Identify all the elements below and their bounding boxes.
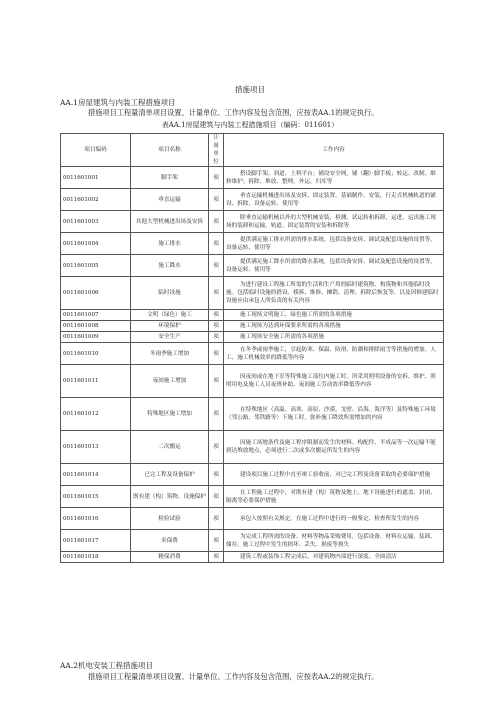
cell-code: 0011601015 — [61, 486, 131, 508]
cell-name: 临时设施 — [131, 277, 209, 310]
cell-code: 0011601016 — [61, 508, 131, 530]
cell-code: 0011601012 — [61, 398, 131, 431]
cell-unit: 项 — [209, 233, 224, 255]
table-row — [61, 486, 444, 508]
cell-name: 施工降水 — [131, 255, 209, 277]
table-row — [61, 255, 444, 277]
cell-unit: 项 — [209, 189, 224, 211]
table-row — [61, 277, 444, 310]
cell-unit: 项 — [209, 167, 224, 189]
table-row — [61, 343, 444, 365]
cell-name: 既有建（构）筑物、设施保护 — [131, 486, 209, 508]
section-paragraph-aa2: 措施项目工程量清单项目设置、计量单位、工作内容及包含范围，应按表AA.2的规定执行。 — [88, 672, 379, 681]
cell-name: 二次搬运 — [131, 431, 209, 464]
cell-name: 文明（绿色）施工 — [131, 310, 209, 321]
cell-unit: 项 — [209, 310, 224, 321]
cell-code: 0011601007 — [61, 310, 131, 321]
cell-code: 0011601003 — [61, 211, 131, 233]
cell-unit: 项 — [209, 398, 224, 431]
doc-title: 措施项目 — [235, 85, 265, 94]
cell-name: 环境保护 — [131, 321, 209, 332]
cell-name: 检验试验 — [131, 508, 209, 530]
cell-content: 为进行建设工程施工所需的生活和生产用的临时建筑物、构筑物和其他临时设施。包括临时设施的搭设、移拆、维修、摊销、清理、拆除后恢复等，以及因修建临时设施应由承包人所负责的有关内容 — [224, 277, 444, 310]
table-row — [61, 464, 444, 486]
cell-name: 精保消费 — [131, 552, 209, 563]
cell-name: 米保费 — [131, 530, 209, 552]
cell-content: 承包人按照有关规定，在施工过程中进行的一般鉴定、检查所发生的内容 — [224, 508, 444, 530]
cell-unit: 项 — [209, 486, 224, 508]
table-row — [61, 508, 444, 530]
cell-name: 夜间施工增加 — [131, 365, 209, 398]
cell-unit: 项 — [209, 552, 224, 563]
cell-name: 脚手架 — [131, 167, 209, 189]
cell-code: 0011601009 — [61, 332, 131, 343]
cell-content: 施工现场为达到环保要求所需的各项措施 — [224, 321, 444, 332]
table-row — [61, 332, 444, 343]
cell-content: 因施工场地条件及施工程序限制而发生的材料、构配件、半成品等一次运输不能到达堆放地点，必须进行二次或多次搬运所发生的内容 — [224, 431, 444, 464]
cell-code: 0011601006 — [61, 277, 131, 310]
table-row — [61, 552, 444, 563]
cell-content: 在工程施工过程中，对既有建（构）筑物及地上、地下设施进行的遮盖、封闭、隔离等必要保护措施 — [224, 486, 444, 508]
cell-name: 安全生产 — [131, 332, 209, 343]
cell-unit: 项 — [209, 211, 224, 233]
section-heading-aa1: AA.1房屋建筑与内装工程措施项目 — [60, 98, 176, 107]
cell-content: 垂直运输机械进出场及安拆，固定装置、基础制作、安装，行走式机械轨道的铺设、拆除，设备运转、使用等 — [224, 189, 444, 211]
header-name: 项目名称 — [131, 134, 209, 167]
cell-name: 已完工程及设备保护 — [131, 464, 209, 486]
cell-name: 施工排水 — [131, 233, 209, 255]
cell-content: 提供满足施工排水所需的排水系统，包括设备安拆、调试及配套设施的设置等，设备运转、使用等 — [224, 233, 444, 255]
cell-unit: 项 — [209, 321, 224, 332]
cell-code: 0011601013 — [61, 431, 131, 464]
header-code: 项目编码 — [61, 134, 131, 167]
table-row — [61, 211, 444, 233]
section-paragraph-aa1: 措施项目工程量清单项目设置、计量单位、工作内容及包含范围，应按表AA.1的规定执行。 — [88, 108, 379, 117]
cell-unit: 项 — [209, 277, 224, 310]
measures-table — [60, 133, 444, 563]
cell-name: 特殊地区施工增加 — [131, 398, 209, 431]
table-row — [61, 233, 444, 255]
table-row — [61, 365, 444, 398]
cell-content: 提供满足施工降水所需的降水系统，包括设备安拆、调试及配套设施的设置等，设备运转、使用等 — [224, 255, 444, 277]
cell-code: 0011601014 — [61, 464, 131, 486]
cell-code: 0011601005 — [61, 255, 131, 277]
table-caption: 表AA.1房屋建筑与内装工程措施项目（编码：011601） — [161, 121, 339, 129]
cell-content: 建筑工程或装饰工程完成后，对建筑物内部进行深度、全面清洁 — [224, 552, 444, 563]
cell-unit: 项 — [209, 365, 224, 398]
table-row — [61, 398, 444, 431]
cell-name: 冬雨季施工增加 — [131, 343, 209, 365]
cell-content: 施工现场安全施工所需的各项措施 — [224, 332, 444, 343]
cell-unit: 项 — [209, 508, 224, 530]
cell-name: 垂直运输 — [131, 189, 209, 211]
cell-unit: 项 — [209, 255, 224, 277]
section-heading-aa2: AA.2机电安装工程措施项目 — [60, 661, 153, 670]
cell-content: 因夜间或在地下室等特殊施工部位内施工时，所采用照明设备的安拆、维护、照明用电及施工人员夜班补助、夜间施工劳动效率降低等内容 — [224, 365, 444, 398]
cell-code: 0011601018 — [61, 552, 131, 563]
table-row — [61, 189, 444, 211]
cell-unit: 项 — [209, 464, 224, 486]
cell-content: 建设项目施工过程中直至竣工验收前，对已完工程及设备采取的必要保护措施 — [224, 464, 444, 486]
cell-code: 0011601010 — [61, 343, 131, 365]
cell-code: 0011601008 — [61, 321, 131, 332]
table-row — [61, 167, 444, 189]
cell-unit: 项 — [209, 332, 224, 343]
cell-code: 0011601011 — [61, 365, 131, 398]
cell-content: 施工现场文明施工、绿色施工所需的各项措施 — [224, 310, 444, 321]
cell-unit: 项 — [209, 431, 224, 464]
cell-content: 在特殊地区（高温、高寒、高原、沙漠、戈壁、沿海、海洋等）及特殊施工环境（邻公路、邻铁路等）下施工时，弥补施工降效所需增加的内容 — [224, 398, 444, 431]
cell-unit: 项 — [209, 530, 224, 552]
table-row — [61, 321, 444, 332]
cell-content: 搭设脚手架、斜道、上料平台；铺设安全网，铺（翻）脚手板；转运、改制、维修维护；拆除、堆放、整理，外运、归库等 — [224, 167, 444, 189]
cell-name: 其他大型机械进出场及安拆 — [131, 211, 209, 233]
table-row — [61, 530, 444, 552]
cell-code: 0011601001 — [61, 167, 131, 189]
header-content: 工作内容 — [224, 134, 444, 167]
cell-content: 为完成工程所需的设备、材料等物品采购费用，包括设备、材料在运输、装卸、储存、施工过程中发生的损坏、丢失、损废等损失 — [224, 530, 444, 552]
table-row — [61, 310, 444, 321]
cell-code: 0011601004 — [61, 233, 131, 255]
cell-content: 在冬季或雨季施工，引起防寒、保温、防滑、防潮和排除雨雪等措施的增加，人工、施工机械效率的降低等内容 — [224, 343, 444, 365]
header-unit: 计量单位 — [209, 134, 224, 167]
table-row — [61, 431, 444, 464]
cell-code: 0011601017 — [61, 530, 131, 552]
cell-unit: 项 — [209, 343, 224, 365]
cell-code: 0011601002 — [61, 189, 131, 211]
cell-content: 除垂直运输机械以外的大型机械安装、检测、试运转和拆卸，运进、运出施工现场的装卸和运输，轨道、固定装置的安装和拆除等 — [224, 211, 444, 233]
